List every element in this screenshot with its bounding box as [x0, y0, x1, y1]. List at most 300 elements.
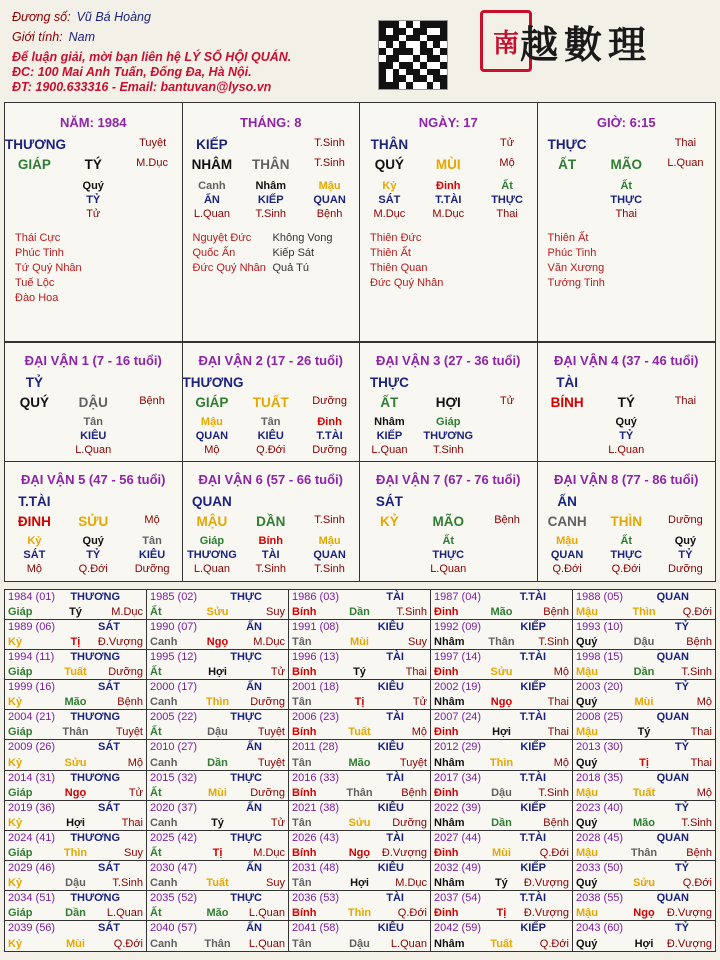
hidden-stage: Bệnh	[316, 208, 343, 220]
year-cell[interactable]	[573, 831, 715, 861]
year-branch: Ngọ	[206, 636, 229, 649]
year-label: 2004 (21)	[8, 711, 56, 724]
hidden-col	[360, 179, 419, 221]
dv-stem-row	[183, 395, 360, 410]
gender-line	[12, 30, 95, 44]
year-label: 2025 (42)	[150, 831, 198, 844]
year-branch: Dậu	[491, 786, 512, 799]
year-pillar	[8, 696, 143, 708]
year-cell[interactable]	[5, 620, 147, 650]
star-item: Không Vong	[272, 232, 333, 244]
year-stem: Mậu	[576, 906, 598, 919]
year-god: SÁT	[98, 921, 120, 934]
year-stage: Tử	[412, 696, 427, 709]
year-label: 1989 (06)	[8, 621, 56, 634]
hidden-god: TỶ	[619, 430, 634, 442]
year-god: TÀI	[386, 771, 404, 784]
hidden-stage: Q.Đới	[256, 444, 286, 456]
year-stem: Giáp	[8, 906, 33, 919]
hidden-stage: Thai	[496, 208, 518, 220]
pillar-god-row	[538, 137, 716, 152]
year-cell[interactable]	[289, 861, 431, 891]
hidden-stems	[183, 179, 360, 221]
hidden-stage: L.Quan	[193, 208, 230, 220]
year-stem: Giáp	[8, 786, 33, 799]
ten-god: THỰC	[547, 137, 587, 152]
year-stem: Bính	[292, 906, 317, 919]
year-pillar	[8, 726, 143, 738]
year-pillar	[434, 606, 569, 618]
year-pillar	[150, 757, 285, 769]
year-cell[interactable]	[147, 650, 289, 680]
year-stage: Suy	[408, 636, 427, 649]
year-cell[interactable]	[289, 831, 431, 861]
heavenly-stem: KỶ	[380, 514, 399, 529]
year-pillar	[576, 907, 712, 919]
year-stem: Quý	[576, 938, 598, 950]
dai-van-3	[360, 343, 538, 462]
dai-van-6	[183, 462, 361, 581]
heavenly-stem: GIÁP	[195, 395, 229, 410]
year-branch: Tuất	[206, 876, 229, 889]
hidden-stem: Mậu	[318, 535, 341, 547]
hidden-col	[656, 534, 715, 576]
year-branch: Dậu	[349, 938, 370, 950]
year-god: TÀI	[386, 831, 404, 844]
year-label: 2007 (24)	[434, 711, 482, 724]
year-stage: Dưỡng	[250, 696, 285, 709]
year-god: THỰC	[230, 651, 262, 664]
year-cell[interactable]	[5, 710, 147, 740]
hidden-stems	[360, 534, 537, 576]
earthly-branch: THÂN	[251, 157, 290, 172]
year-god: KIÊU	[377, 681, 404, 694]
year-cell[interactable]	[431, 740, 573, 770]
earthly-branch: HỢI	[435, 395, 461, 410]
year-pillar	[150, 847, 285, 859]
year-pillar	[434, 877, 569, 889]
year-stem: Tân	[292, 636, 312, 649]
hidden-stem: Tân	[83, 416, 104, 428]
year-cell[interactable]	[289, 740, 431, 770]
year-stage: Mộ	[127, 756, 143, 769]
hidden-col	[5, 179, 64, 221]
year-cell[interactable]	[5, 740, 147, 770]
year-pillar	[576, 817, 712, 829]
year-stem: Quý	[576, 876, 598, 889]
year-label: 2013 (30)	[576, 741, 624, 754]
year-stage: Tuyệt	[399, 756, 427, 769]
year-pillar	[576, 696, 712, 708]
year-god: THỰC	[230, 591, 262, 603]
year-god: T.TÀI	[519, 771, 546, 784]
year-cell[interactable]	[431, 620, 573, 650]
hidden-stem: Quý	[82, 535, 104, 547]
year-pillar	[434, 696, 569, 708]
year-stem: Ất	[150, 606, 162, 619]
year-cell[interactable]	[5, 680, 147, 710]
year-cell[interactable]	[573, 650, 715, 680]
year-branch: Tý	[494, 876, 508, 889]
year-label: 1987 (04)	[434, 591, 482, 603]
star-item: Thiên Đức	[370, 232, 422, 244]
heavenly-stem: MẬU	[196, 514, 228, 529]
year-cell[interactable]	[573, 680, 715, 710]
spacer	[66, 137, 124, 152]
year-pillar	[576, 726, 712, 738]
year-cell[interactable]	[147, 771, 289, 801]
year-stage: Tử	[128, 786, 143, 799]
year-stem: Giáp	[8, 666, 33, 679]
hidden-col	[5, 534, 64, 576]
year-stem: Bính	[292, 846, 317, 859]
year-stem: Giáp	[8, 606, 33, 619]
stars-list	[548, 231, 605, 291]
year-label: 2043 (60)	[576, 921, 624, 934]
year-cell[interactable]	[431, 921, 573, 951]
year-god: KIẾP	[520, 741, 546, 754]
year-stem: Đinh	[434, 906, 459, 919]
year-cell[interactable]	[147, 680, 289, 710]
year-cell[interactable]	[573, 620, 715, 650]
year-god: T.TÀI	[519, 831, 546, 844]
address-line: ĐC: 100 Mai Anh Tuấn, Đống Đa, Hà Nội.	[12, 65, 252, 79]
year-god: TỶ	[674, 921, 689, 934]
year-stage: Mộ	[553, 666, 569, 679]
year-label: 2022 (39)	[434, 801, 482, 814]
year-god: TÀI	[386, 711, 404, 724]
dv-stem-row	[538, 514, 716, 529]
star-item: Thái Cực	[15, 232, 61, 244]
year-pillar	[150, 907, 285, 919]
year-cell[interactable]	[431, 710, 573, 740]
pillar-god-row	[183, 137, 360, 152]
year-stage: Tử	[270, 816, 285, 829]
year-god: T.TÀI	[519, 711, 546, 724]
hidden-stem: Quý	[674, 535, 697, 547]
dai-van-title: ĐẠI VẬN 2 (17 - 26 tuổi)	[198, 353, 343, 368]
dai-van-5	[5, 462, 183, 581]
year-cell[interactable]	[5, 801, 147, 831]
hidden-god: QUAN	[195, 430, 229, 442]
year-branch: Hợi	[66, 816, 85, 829]
year-stage: Q.Đới	[113, 938, 143, 950]
year-stem: Đinh	[434, 606, 459, 619]
hidden-god: TỶ	[678, 549, 693, 561]
earthly-branch: TUẤT	[252, 395, 289, 410]
year-stem: Giáp	[8, 726, 33, 739]
life-stage: Bệnh	[139, 395, 165, 407]
year-cell[interactable]	[147, 590, 289, 620]
hidden-stage: T.Sinh	[255, 563, 287, 575]
year-stage: Thai	[405, 666, 427, 679]
year-stage: Suy	[124, 846, 143, 859]
qr-code-icon[interactable]	[378, 20, 448, 90]
owner-line	[12, 10, 151, 24]
earthly-branch: THÌN	[610, 514, 642, 529]
year-label: 1996 (13)	[292, 651, 340, 664]
year-pillar	[434, 938, 569, 950]
year-cell[interactable]	[5, 590, 147, 620]
life-stage: Bệnh	[494, 514, 520, 526]
life-stage: Thai	[674, 395, 697, 407]
year-stem: Đinh	[434, 786, 459, 799]
year-stage: Suy	[266, 876, 285, 889]
stars-list	[15, 231, 82, 306]
dai-van-4	[538, 343, 716, 462]
dv-god-row	[360, 494, 537, 509]
hidden-stems	[5, 179, 182, 221]
year-pillar	[576, 787, 712, 799]
year-stage: T.Sinh	[538, 636, 569, 649]
hidden-stem: Quý	[615, 416, 637, 428]
year-pillar	[576, 666, 712, 678]
year-branch: Thân	[488, 636, 515, 649]
year-label: 2020 (37)	[150, 801, 198, 814]
year-god: THƯƠNG	[70, 711, 120, 724]
year-pillar	[434, 757, 569, 769]
year-cell[interactable]	[431, 650, 573, 680]
year-cell[interactable]	[289, 771, 431, 801]
hidden-col	[419, 415, 478, 457]
hidden-stems	[360, 179, 537, 221]
heavenly-stem: GIÁP	[17, 157, 51, 172]
year-branch: Thìn	[489, 756, 514, 769]
year-stage: Bệnh	[543, 606, 569, 619]
star-item: Nguyệt Đức	[192, 232, 252, 244]
year-cell[interactable]	[431, 680, 573, 710]
year-cell[interactable]	[573, 861, 715, 891]
year-cell[interactable]	[431, 831, 573, 861]
year-stage: Q.Đới	[539, 938, 569, 950]
hidden-god: TÀI	[261, 549, 280, 561]
year-stem: Quý	[576, 756, 598, 769]
header	[0, 0, 720, 100]
hidden-col	[419, 179, 478, 221]
year-branch: Sửu	[64, 756, 87, 769]
hidden-col	[64, 179, 123, 221]
year-label: 1985 (02)	[150, 591, 198, 603]
star-item: Đào Hoa	[15, 292, 59, 304]
heavenly-stem: CANH	[547, 514, 587, 529]
hidden-stems	[5, 415, 182, 457]
life-stage: Mộ	[144, 514, 160, 526]
year-stem: Ất	[150, 906, 162, 919]
dv-stem-row	[5, 514, 182, 529]
year-stage: T.Sinh	[681, 816, 712, 829]
year-cell[interactable]	[147, 710, 289, 740]
year-god: QUAN	[656, 711, 689, 724]
heavenly-stem: NHÂM	[191, 157, 233, 172]
dai-van-title: ĐẠI VẬN 3 (27 - 36 tuổi)	[376, 353, 521, 368]
year-god: QUAN	[656, 891, 689, 904]
year-stage: L.Quan	[248, 906, 285, 919]
year-label: 2019 (36)	[8, 801, 56, 814]
hidden-col	[478, 179, 537, 221]
year-stem: Tân	[292, 938, 312, 950]
year-branch: Tý	[69, 606, 82, 619]
year-branch: Thân	[204, 938, 231, 950]
life-stage-year: Tử	[500, 137, 515, 149]
hidden-col	[64, 534, 123, 576]
year-label: 2037 (54)	[434, 891, 482, 904]
hidden-god: KIẾP	[376, 430, 403, 442]
gender-label: Giới tính:	[12, 30, 63, 44]
year-cell[interactable]	[147, 740, 289, 770]
life-stage: T.Sinh	[314, 514, 345, 526]
hidden-stem: Mậu	[556, 535, 579, 547]
year-cell[interactable]	[289, 921, 431, 951]
year-cell[interactable]	[147, 921, 289, 951]
year-cell[interactable]	[431, 891, 573, 921]
year-cell[interactable]	[5, 831, 147, 861]
star-item: Phúc Tinh	[547, 247, 597, 259]
year-cell[interactable]	[289, 891, 431, 921]
dv-god-row	[538, 494, 716, 509]
year-cell[interactable]	[573, 891, 715, 921]
year-stem: Nhâm	[434, 636, 465, 649]
life-stage-year: T.Sinh	[314, 137, 345, 149]
year-label: 2041 (58)	[292, 921, 340, 934]
year-branch: Dần	[491, 816, 512, 829]
year-label: 2034 (51)	[8, 891, 56, 904]
hidden-col	[183, 415, 242, 457]
owner-label: Đương số:	[12, 10, 71, 24]
year-pillar	[8, 907, 143, 919]
year-stage: T.Sinh	[396, 606, 427, 619]
year-cell[interactable]	[5, 921, 147, 951]
year-cell[interactable]	[431, 861, 573, 891]
year-god: ẤN	[246, 861, 262, 874]
gender-value: Nam	[68, 30, 96, 44]
year-cell[interactable]	[5, 771, 147, 801]
year-branch: Mùi	[634, 696, 654, 709]
year-cell[interactable]	[147, 801, 289, 831]
year-stem: Tân	[292, 756, 312, 769]
year-pillar	[8, 877, 143, 889]
year-branch: Tý	[353, 666, 366, 679]
year-branch: Mão	[490, 606, 513, 619]
year-branch: Thân	[62, 726, 89, 739]
year-cell[interactable]	[573, 740, 715, 770]
year-stage: Q.Đới	[539, 846, 569, 859]
year-label: 2011 (28)	[292, 741, 339, 754]
year-cell[interactable]	[431, 590, 573, 620]
pillar-title: NĂM: 1984	[60, 115, 127, 130]
hidden-col	[5, 415, 64, 457]
year-cell[interactable]	[431, 771, 573, 801]
dai-van-7	[360, 462, 538, 581]
hidden-col	[656, 415, 715, 457]
year-cell[interactable]	[5, 891, 147, 921]
year-pillar	[8, 817, 143, 829]
hidden-stem: Nhâm	[255, 180, 287, 192]
earthly-branch: DẬU	[78, 395, 108, 410]
year-branch: Tị	[70, 636, 81, 649]
year-pillar	[8, 757, 143, 769]
year-branch: Hợi	[208, 666, 227, 679]
earthly-branch: DẦN	[256, 514, 286, 529]
hidden-col	[241, 415, 300, 457]
hidden-god: THỰC	[610, 549, 643, 561]
year-cell[interactable]	[289, 620, 431, 650]
year-label: 2039 (56)	[8, 921, 56, 934]
year-label: 2009 (26)	[8, 741, 56, 754]
year-cell[interactable]	[289, 680, 431, 710]
dai-van-title: ĐẠI VẬN 7 (67 - 76 tuổi)	[376, 472, 521, 487]
dai-van-title: ĐẠI VẬN 1 (7 - 16 tuổi)	[24, 353, 162, 368]
year-cell[interactable]	[147, 891, 289, 921]
star-item: Tướng Tinh	[547, 277, 605, 289]
star-item: Quả Tú	[272, 262, 309, 274]
heavenly-stem: QUÝ	[19, 395, 50, 410]
hidden-stage: L.Quan	[608, 444, 645, 456]
year-cell[interactable]	[147, 861, 289, 891]
life-stage-day: T.Sinh	[314, 157, 345, 169]
year-stem: Ất	[150, 786, 162, 799]
hidden-stem: Ất	[442, 535, 455, 547]
year-stem: Quý	[576, 696, 598, 709]
year-stage: T.Sinh	[112, 876, 143, 889]
year-stem: Bính	[292, 726, 317, 739]
year-cell[interactable]	[5, 650, 147, 680]
year-branch: Tý	[637, 726, 651, 739]
year-branch: Dậu	[633, 636, 655, 649]
year-pillar	[8, 636, 143, 648]
year-cell[interactable]	[289, 801, 431, 831]
year-label: 2012 (29)	[434, 741, 482, 754]
year-pillar	[434, 787, 569, 799]
year-stem: Mậu	[576, 726, 598, 739]
year-branch: Mùi	[66, 938, 85, 950]
year-cell[interactable]	[573, 921, 715, 951]
year-cell[interactable]	[573, 801, 715, 831]
year-cell[interactable]	[289, 590, 431, 620]
year-branch: Tuất	[64, 666, 87, 679]
year-cell[interactable]	[573, 590, 715, 620]
hidden-stage: L.Quan	[371, 444, 408, 456]
year-branch: Dậu	[207, 726, 228, 739]
year-cell[interactable]	[289, 650, 431, 680]
phone-email-line[interactable]: ĐT: 1900.633316 - Email: bantuvan@lyso.vn	[12, 80, 272, 94]
year-stage: L.Quan	[106, 906, 143, 919]
year-cell[interactable]	[431, 801, 573, 831]
year-cell[interactable]	[147, 620, 289, 650]
year-stage: Bệnh	[401, 786, 427, 799]
year-branch: Sửu	[348, 816, 371, 829]
earthly-branch: MÃO	[432, 514, 464, 529]
earthly-branch: SỬU	[78, 514, 109, 529]
hidden-god: SÁT	[23, 549, 46, 561]
year-label: 2035 (52)	[150, 891, 198, 904]
year-god: TỶ	[674, 741, 689, 754]
year-pillar	[292, 726, 427, 738]
hidden-god: THỰC	[610, 194, 643, 206]
year-god: T.TÀI	[519, 651, 546, 664]
star-item: Tuế Lộc	[15, 277, 55, 289]
year-cell[interactable]	[573, 771, 715, 801]
year-cell[interactable]	[5, 861, 147, 891]
year-cell[interactable]	[573, 710, 715, 740]
year-branch: Hợi	[634, 938, 654, 950]
year-branch: Thìn	[63, 846, 88, 859]
hidden-stems	[538, 179, 716, 221]
year-pillar	[8, 938, 143, 950]
pillar-title: THÁNG: 8	[240, 115, 302, 130]
year-god: QUAN	[656, 771, 689, 784]
year-cell[interactable]	[147, 831, 289, 861]
year-cell[interactable]	[289, 710, 431, 740]
